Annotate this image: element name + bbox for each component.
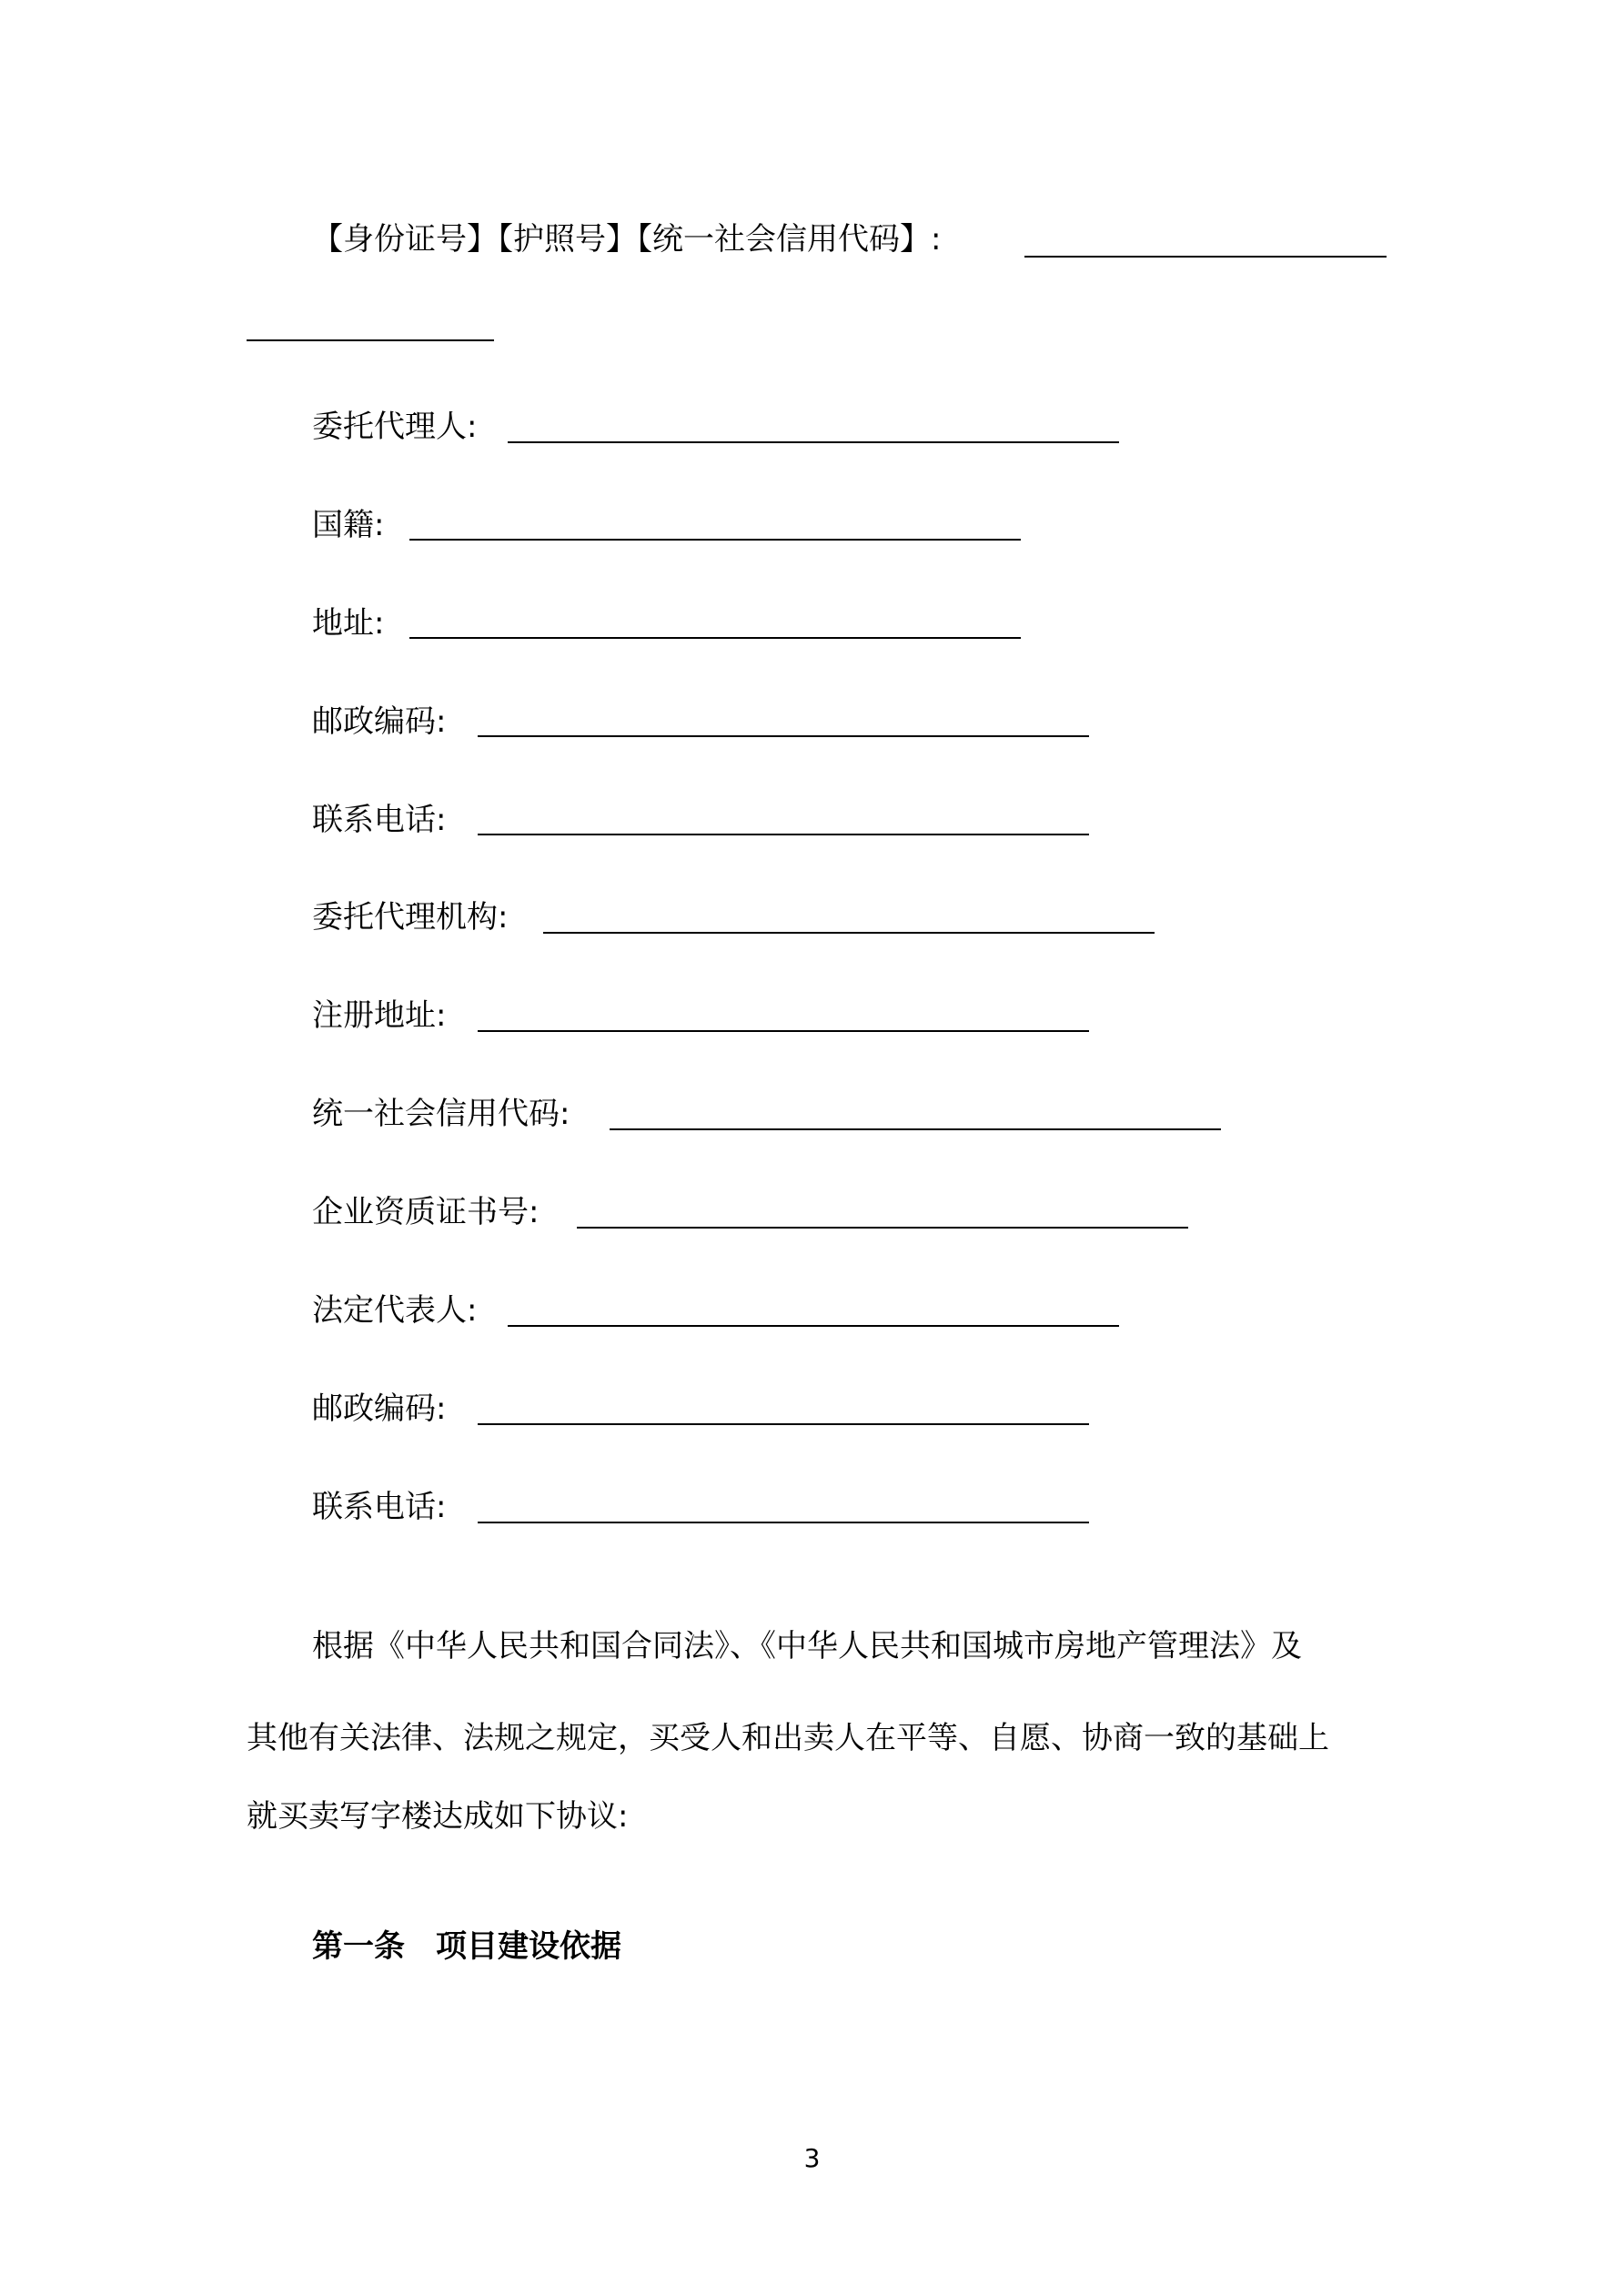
credit-code-label: 统一社会信用代码: bbox=[312, 1096, 570, 1132]
address-label: 地址: bbox=[312, 605, 385, 642]
registered-address-label: 注册地址: bbox=[312, 997, 447, 1034]
credit-code-blank[interactable] bbox=[610, 1128, 1221, 1130]
nationality-label: 国籍: bbox=[312, 507, 385, 543]
phone-label-2: 联系电话: bbox=[312, 1489, 447, 1525]
id-number-blank-continued[interactable] bbox=[247, 339, 494, 341]
qualification-blank[interactable] bbox=[577, 1227, 1188, 1229]
agent-blank[interactable] bbox=[508, 441, 1119, 443]
preamble-line-2: 其他有关法律、法规之规定，买受人和出卖人在平等、自愿、协商一致的基础上 bbox=[247, 1720, 1329, 1756]
id-number-label: 【身份证号】【护照号】【统一社会信用代码】: bbox=[312, 221, 942, 258]
legal-rep-label: 法定代表人: bbox=[312, 1292, 478, 1329]
preamble-line-3: 就买卖写字楼达成如下协议: bbox=[247, 1798, 629, 1835]
id-number-blank[interactable] bbox=[1024, 256, 1387, 258]
phone-label: 联系电话: bbox=[312, 802, 447, 838]
agency-blank[interactable] bbox=[543, 932, 1155, 934]
postal-code-blank-2[interactable] bbox=[478, 1423, 1089, 1425]
postal-code-blank[interactable] bbox=[478, 735, 1089, 737]
nationality-blank[interactable] bbox=[409, 539, 1021, 541]
postal-code-label-2: 邮政编码: bbox=[312, 1391, 447, 1427]
address-blank[interactable] bbox=[409, 637, 1021, 639]
postal-code-label: 邮政编码: bbox=[312, 703, 447, 740]
page-number: 3 bbox=[803, 2143, 821, 2173]
preamble-line-1: 根据《中华人民共和国合同法》、《中华人民共和国城市房地产管理法》及 bbox=[312, 1628, 1302, 1664]
qualification-label: 企业资质证书号: bbox=[312, 1194, 540, 1230]
article-heading: 第一条 项目建设依据 bbox=[312, 1928, 621, 1965]
registered-address-blank[interactable] bbox=[478, 1030, 1089, 1032]
legal-rep-blank[interactable] bbox=[508, 1325, 1119, 1327]
phone-blank[interactable] bbox=[478, 834, 1089, 835]
agency-label: 委托代理机构: bbox=[312, 899, 509, 936]
agent-label: 委托代理人: bbox=[312, 409, 478, 445]
phone-blank-2[interactable] bbox=[478, 1522, 1089, 1523]
